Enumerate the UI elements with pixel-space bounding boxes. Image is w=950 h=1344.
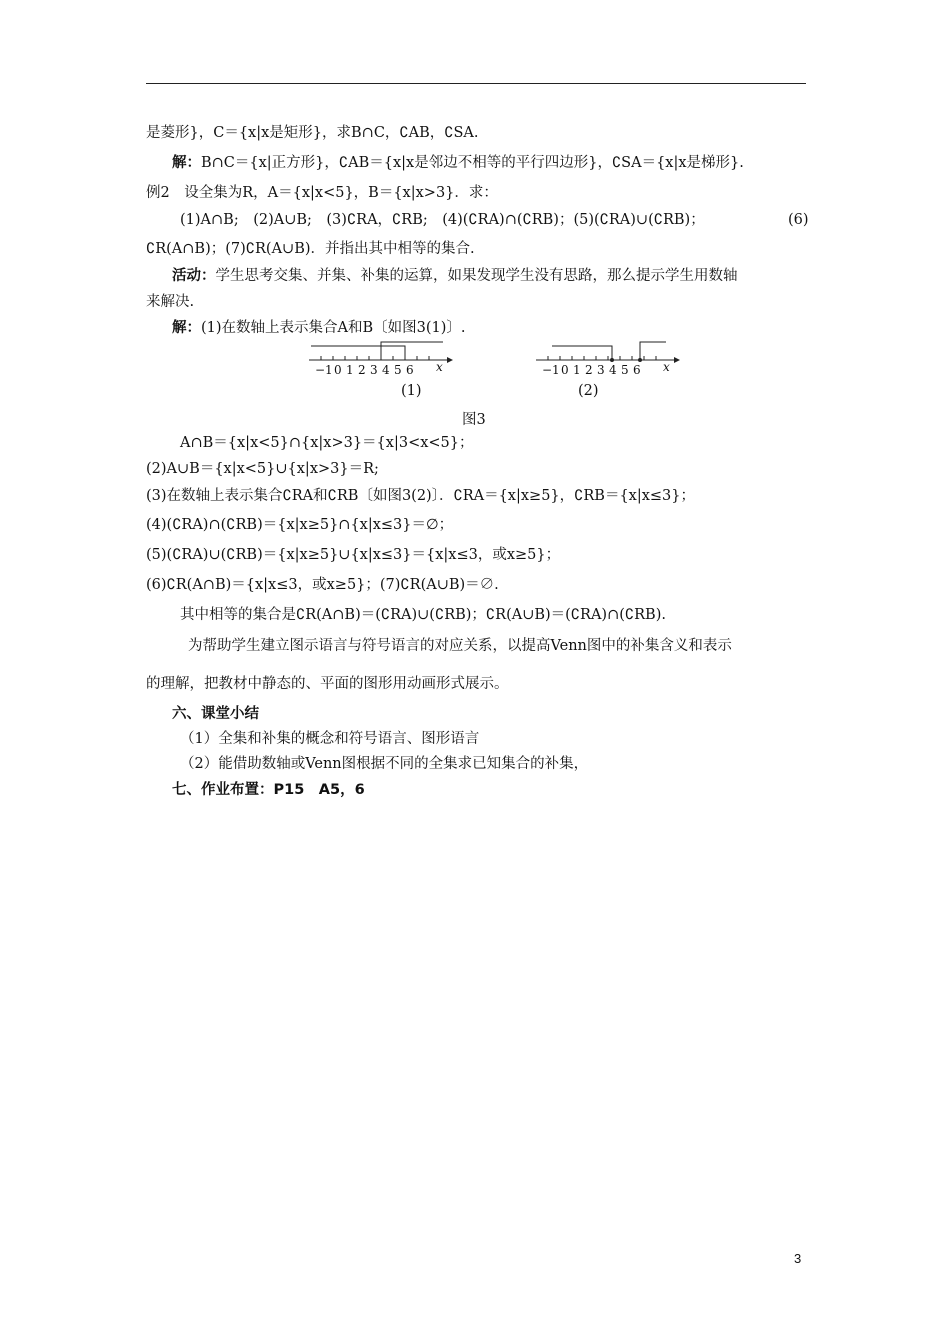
solution-text: B∩C＝{x|正方形}，∁AB＝{x|x是邻边不相等的平行四边形}，∁SA＝{x|x是梯形}. (201, 155, 744, 171)
tick-label: −1 (542, 363, 560, 377)
text-line: A∩B＝{x|x<5}∩{x|x>3}＝{x|3<x<5}； (180, 435, 474, 451)
text-line: 来解决. (146, 294, 195, 310)
activity-text: 学生思考交集、并集、补集的运算，如果发现学生没有思路，那么提示学生用数轴 (215, 268, 738, 284)
number-line-figure-2 (532, 338, 692, 380)
number-line-figure-1 (305, 338, 465, 380)
tick-label: 1 (573, 363, 581, 377)
text-line: 是菱形}，C＝{x|x是矩形}，求B∩C，∁AB，∁SA. (146, 125, 479, 141)
tick-label: 5 (621, 363, 629, 377)
section-heading: 七、作业布置：P15 A5，6 (172, 782, 365, 798)
text-line: 的理解，把教材中静态的、平面的图形用动画形式展示。 (146, 676, 509, 692)
text-line: 其中相等的集合是∁R(A∩B)＝(∁RA)∪(∁RB)；∁R(A∪B)＝(∁RA)∩(∁RB). (180, 607, 666, 623)
text-line: (6)∁R(A∩B)＝{x|x≤3，或x≥5}；(7)∁R(A∪B)＝∅. (146, 577, 499, 593)
subfigure-label-1: (1) (401, 383, 422, 399)
text-line (172, 266, 738, 286)
tick-label: 2 (358, 363, 366, 377)
figure-caption: 图3 (462, 412, 486, 428)
axis-variable: x (663, 360, 670, 374)
text-line: 为帮助学生建立图示语言与符号语言的对应关系，以提高Venn图中的补集含义和表示 (188, 638, 732, 654)
tick-label: 4 (609, 363, 617, 377)
solution-label: 解： (172, 155, 201, 171)
tick-label: 3 (597, 363, 605, 377)
text-line (172, 318, 466, 338)
text-line: (3)在数轴上表示集合∁RA和∁RB〔如图3(2)〕．∁RA＝{x|x≥5}，∁RB＝{x|x≤3}； (146, 488, 696, 504)
text-line: (6) (788, 212, 809, 228)
tick-label: 6 (633, 363, 641, 377)
activity-label: 活动： (172, 268, 216, 284)
solution-text: (1)在数轴上表示集合A和B〔如图3(1)〕. (201, 320, 466, 336)
tick-label: 4 (382, 363, 390, 377)
tick-label: 0 (561, 363, 569, 377)
tick-label: 2 (585, 363, 593, 377)
list-item: （2）能借助数轴或Venn图根据不同的全集求已知集合的补集， (180, 756, 589, 772)
tick-label: 6 (406, 363, 414, 377)
axis-variable: x (436, 360, 443, 374)
text-line: (4)(∁RA)∩(∁RB)＝{x|x≥5}∩{x|x≤3}＝∅； (146, 517, 454, 533)
example-heading: 例2 设全集为R，A＝{x|x<5}，B＝{x|x>3}．求： (146, 185, 498, 201)
text-line (172, 153, 744, 173)
tick-label: 5 (394, 363, 402, 377)
text-line: (5)(∁RA)∪(∁RB)＝{x|x≥5}∪{x|x≤3}＝{x|x≤3，或x≥5}； (146, 547, 561, 563)
tick-label: −1 (315, 363, 333, 377)
tick-label: 0 (334, 363, 342, 377)
tick-label: 3 (370, 363, 378, 377)
header-rule (146, 83, 806, 84)
text-line: (2)A∪B＝{x|x<5}∪{x|x>3}＝R; (146, 461, 379, 477)
text-line: (1)A∩B; (2)A∪B; (3)∁RA，∁RB; (4)(∁RA)∩(∁RB)；(5)(∁RA)∪(∁RB)； (180, 212, 705, 228)
tick-label: 1 (346, 363, 354, 377)
page-number: 3 (794, 1251, 802, 1266)
solution-label: 解： (172, 320, 201, 336)
list-item: （1）全集和补集的概念和符号语言、图形语言 (180, 731, 480, 747)
subfigure-label-2: (2) (578, 383, 599, 399)
section-heading: 六、课堂小结 (172, 706, 259, 722)
text-line: ∁R(A∩B)；(7)∁R(A∪B)．并指出其中相等的集合. (146, 241, 475, 257)
